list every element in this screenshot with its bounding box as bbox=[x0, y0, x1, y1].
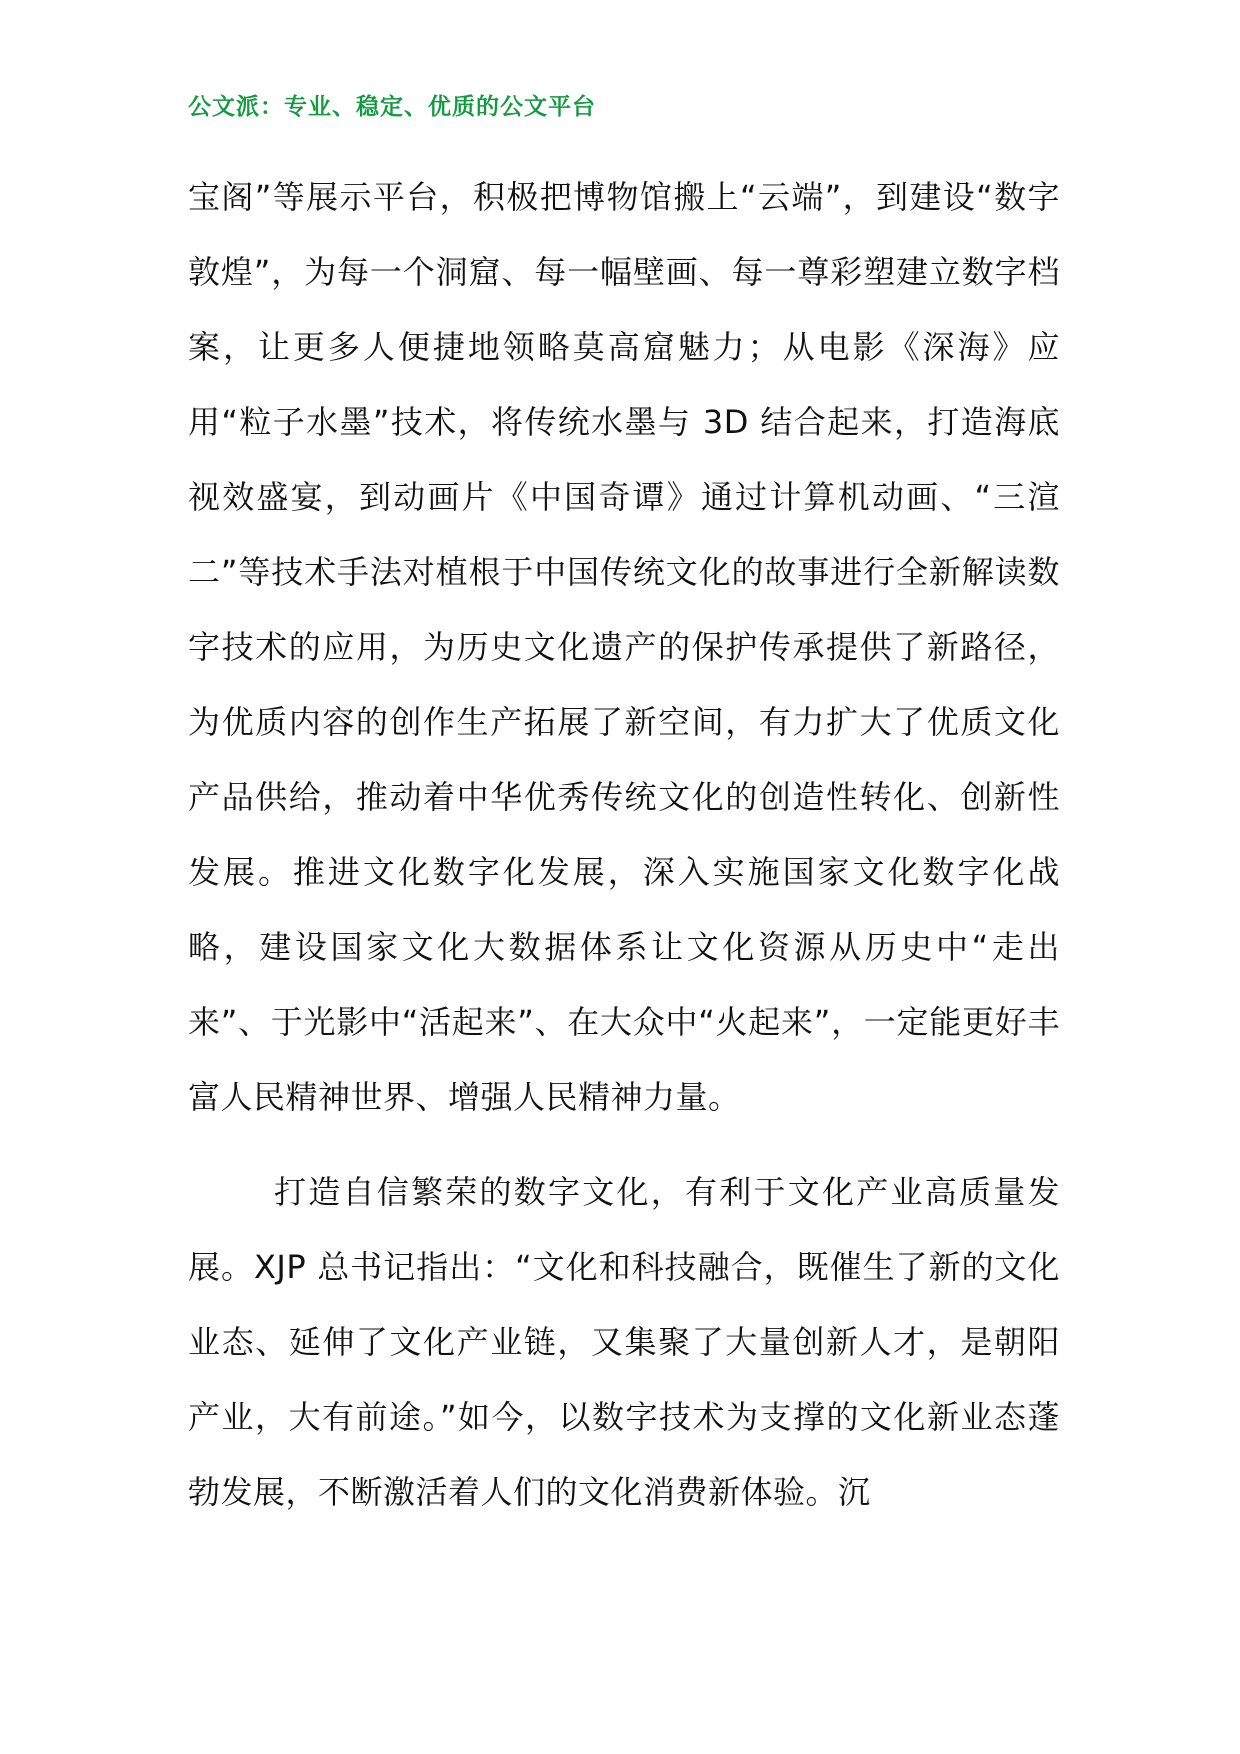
paragraph-2: 打造自信繁荣的数字文化，有利于文化产业高质量发展。XJP 总书记指出：“文化和科技融合，既催生了新的文化业态、延伸了文化产业链，又集聚了大量创新人才，是朝阳产业，大有前途。”如今，以数字技术为支撑的文化新业态蓬勃发展，不断激活着人们的文化消费新体验。沉 bbox=[188, 1173, 1060, 1511]
site-header: 公文派：专业、稳定、优质的公文平台 bbox=[188, 94, 596, 120]
paragraph-1: 宝阁”等展示平台，积极把博物馆搬上“云端”，到建设“数字敦煌”，为每一个洞窟、每一幅壁画、每一尊彩塑建立数字档案，让更多人便捷地领略莫高窟魅力；从电影《深海》应用“粒子水墨”技术，将传统水墨与 3D 结合起来，打造海底视效盛宴，到动画片《中国奇谭》通过计算机动画、“三渲二”等技术手法对植根于中国传统文化的故事进行全新解读数字技术的应用，为历史文化遗产的保护传承提供了新路径，为优质内容的创作生产拓展了新空间，有力扩大了优质文化产品供给，推动着中华优秀传统文化的创造性转化、创新性发展。推进文化数字化发展，深入实施国家文化数字化战略，建设国家文化大数据体系让文化资源从历史中“走出来”、于光影中“活起来”、在大众中“火起来”，一定能更好丰富人民精神世界、增强人民精神力量。 bbox=[188, 178, 1060, 1116]
document-body bbox=[188, 160, 1060, 1530]
